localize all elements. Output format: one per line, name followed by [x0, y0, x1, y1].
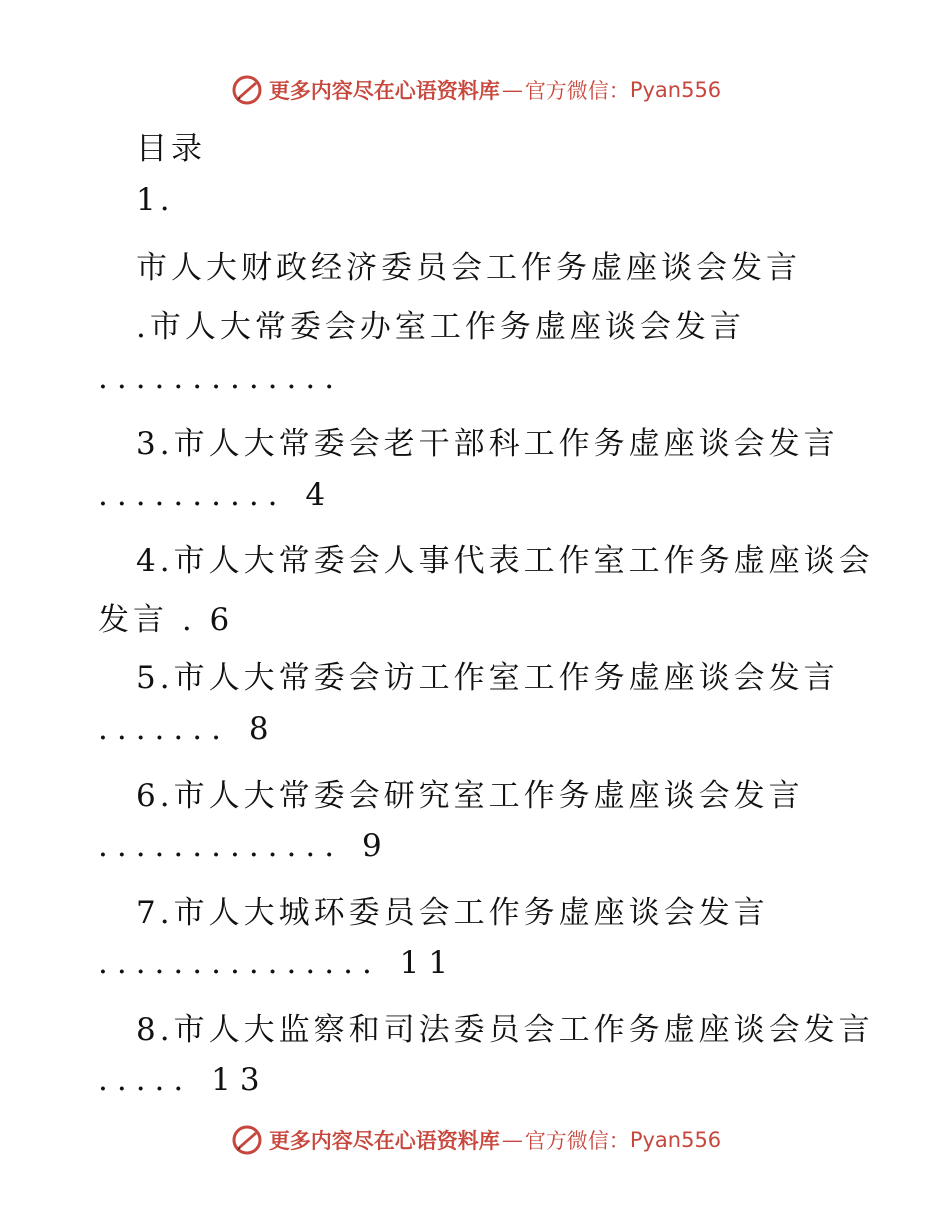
- watermark-separator: —: [501, 78, 523, 102]
- toc-line-8: 6.市人大常委会研究室工作务虚座谈会发言: [136, 778, 804, 814]
- toc-dots-3: ....... 8: [98, 711, 278, 747]
- pen-logo-icon: [229, 1122, 265, 1158]
- watermark-wechat-id: Pyan556: [629, 1128, 722, 1152]
- toc-line-10: 8.市人大监察和司法委员会工作务虚座谈会发言: [136, 1012, 874, 1048]
- toc-dots-2: .......... 4: [98, 477, 335, 513]
- toc-line-5: 4.市人大常委会人事代表工作室工作务虚座谈会: [136, 543, 874, 579]
- toc-line-9: 7.市人大城环委员会工作务虚座谈会发言: [136, 895, 769, 931]
- watermark-text: 更多内容尽在心语资料库: [268, 1128, 500, 1153]
- toc-line-1: 1.: [136, 182, 174, 218]
- toc-line-3: .市人大常委会办室工作务虚座谈会发言: [136, 309, 745, 345]
- toc-line-7: 5.市人大常委会访工作室工作务虚座谈会发言: [136, 660, 839, 696]
- toc-title: 目录: [136, 131, 206, 167]
- watermark-separator: —: [501, 1128, 523, 1152]
- watermark-wechat-label: 官方微信：: [524, 79, 630, 103]
- watermark-wechat-label: 官方微信：: [524, 1129, 630, 1153]
- toc-line-2: 市人大财政经济委员会工作务虚座谈会发言: [136, 250, 801, 286]
- toc-dots-1: .............: [98, 360, 344, 396]
- pen-logo-icon: [229, 72, 265, 108]
- toc-dots-4: ............. 9: [98, 828, 391, 864]
- watermark-banner-bottom: [0, 1120, 950, 1160]
- toc-line-4: 3.市人大常委会老干部科工作务虚座谈会发言: [136, 426, 839, 462]
- watermark-wechat-id: Pyan556: [629, 78, 722, 102]
- toc-dots-6: ..... 13: [98, 1062, 269, 1098]
- toc-line-6: 发言 . 6: [98, 602, 234, 638]
- toc-dots-5: ............... 11: [98, 945, 458, 981]
- watermark-text: 更多内容尽在心语资料库: [268, 78, 500, 103]
- watermark-banner-top: [0, 70, 950, 110]
